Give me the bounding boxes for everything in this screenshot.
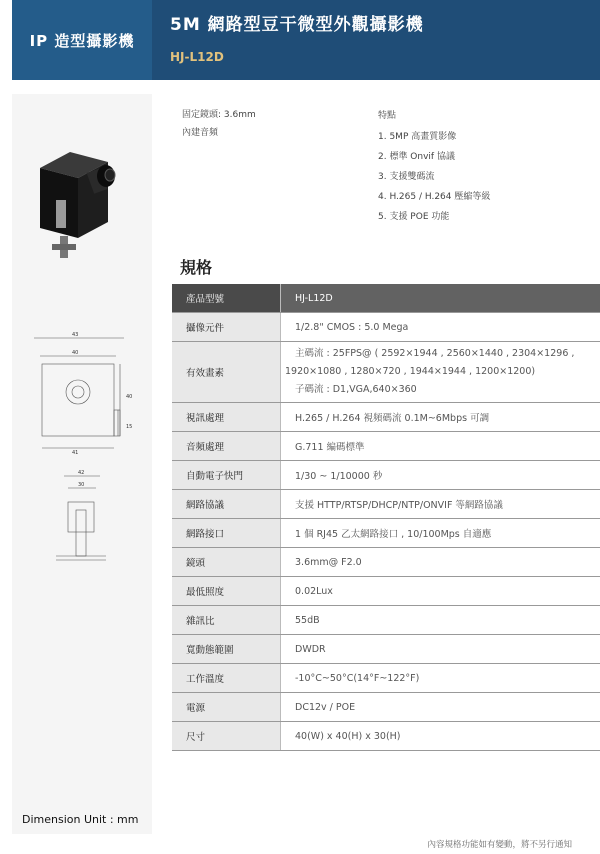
table-row — [172, 490, 600, 519]
features-list — [378, 106, 490, 227]
spec-table — [172, 284, 600, 751]
resolution-line: 主碼流 : 25FPS@ ( 2592×1944 , 2560×1440 , 2304×1296 , — [295, 348, 575, 359]
spec-value: 3.6mm@ F2.0 — [281, 548, 600, 577]
dim-side-top: 42 — [78, 470, 85, 476]
dim-height: 40 — [126, 394, 133, 400]
table-row — [172, 664, 600, 693]
feature-item: 5. 支援 POE 功能 — [378, 212, 450, 222]
spec-key: 雜訊比 — [172, 606, 281, 635]
spec-value: G.711 編碼標準 — [281, 432, 600, 461]
dim-side-inner: 30 — [78, 482, 85, 488]
dimension-unit: Dimension Unit : mm — [22, 813, 139, 826]
dimension-drawing — [28, 326, 144, 586]
lens-info: 固定鏡頭: 3.6mm — [182, 110, 256, 120]
sidebar — [12, 94, 152, 834]
spec-key: 產品型號 — [172, 284, 281, 313]
spec-value: 0.02Lux — [281, 577, 600, 606]
spec-value: DWDR — [281, 635, 600, 664]
feature-item: 3. 支援雙碼流 — [378, 172, 435, 182]
spec-key: 電源 — [172, 693, 281, 722]
table-row — [172, 284, 600, 313]
spec-value: 40(W) x 40(H) x 30(H) — [281, 722, 600, 751]
footer-note: 內容規格功能如有變動，將不另行通知 — [427, 840, 572, 850]
table-row — [172, 693, 600, 722]
spec-key: 寬動態範圍 — [172, 635, 281, 664]
camera-image — [30, 118, 136, 268]
title-banner — [152, 0, 600, 80]
dim-width: 43 — [72, 332, 79, 338]
spec-value: 55dB — [281, 606, 600, 635]
spec-key: 鏡頭 — [172, 548, 281, 577]
spec-value: DC12v / POE — [281, 693, 600, 722]
spec-value: 1/30 ~ 1/10000 秒 — [281, 461, 600, 490]
basic-info — [182, 106, 256, 142]
spec-key: 視訊處理 — [172, 403, 281, 432]
dim-inner: 40 — [72, 350, 79, 356]
product-title: 5M 網路型豆干微型外觀攝影機 — [170, 15, 424, 35]
feature-item: 2. 標準 Onvif 協議 — [378, 152, 455, 162]
table-row — [172, 548, 600, 577]
table-row — [172, 461, 600, 490]
table-row — [172, 313, 600, 342]
resolution-line: 子碼流 : D1,VGA,640×360 — [295, 384, 417, 395]
spec-heading: 規格 — [180, 258, 213, 277]
spec-key: 尺寸 — [172, 722, 281, 751]
features-title: 特點 — [378, 111, 397, 121]
spec-key: 工作溫度 — [172, 664, 281, 693]
spec-key: 有效畫素 — [172, 342, 281, 403]
resolution-line: 1920×1080 , 1280×720 , 1944×1944 , 1200×1200) — [285, 366, 536, 377]
feature-item: 1. 5MP 高畫質影像 — [378, 132, 457, 142]
spec-key: 網路協議 — [172, 490, 281, 519]
table-row — [172, 403, 600, 432]
spec-value-multiline — [281, 342, 600, 403]
table-row — [172, 342, 600, 403]
feature-item: 4. H.265 / H.264 壓縮等級 — [378, 192, 491, 202]
category-banner — [12, 0, 152, 80]
spec-value: H.265 / H.264 視頻碼流 0.1M~6Mbps 可調 — [281, 403, 600, 432]
product-model: HJ-L12D — [170, 50, 224, 64]
spec-value: HJ-L12D — [281, 284, 600, 313]
spec-key: 最低照度 — [172, 577, 281, 606]
table-row — [172, 519, 600, 548]
table-row — [172, 432, 600, 461]
category-title: IP 造型攝影機 — [29, 31, 135, 50]
dim-depth: 15 — [126, 424, 133, 430]
audio-info: 內建音頻 — [182, 128, 219, 138]
spec-key: 攝像元件 — [172, 313, 281, 342]
spec-value: 1/2.8" CMOS : 5.0 Mega — [281, 313, 600, 342]
spec-value: 支援 HTTP/RTSP/DHCP/NTP/ONVIF 等網路協議 — [281, 490, 600, 519]
spec-key: 自動電子快門 — [172, 461, 281, 490]
spec-value: -10°C~50°C(14°F~122°F) — [281, 664, 600, 693]
table-row — [172, 577, 600, 606]
spec-key: 音頻處理 — [172, 432, 281, 461]
table-row — [172, 606, 600, 635]
dim-bottom: 41 — [72, 450, 79, 456]
table-row — [172, 635, 600, 664]
table-row — [172, 722, 600, 751]
spec-value: 1 個 RJ45 乙太網路接口 , 10/100Mps 自適應 — [281, 519, 600, 548]
spec-key: 網路接口 — [172, 519, 281, 548]
